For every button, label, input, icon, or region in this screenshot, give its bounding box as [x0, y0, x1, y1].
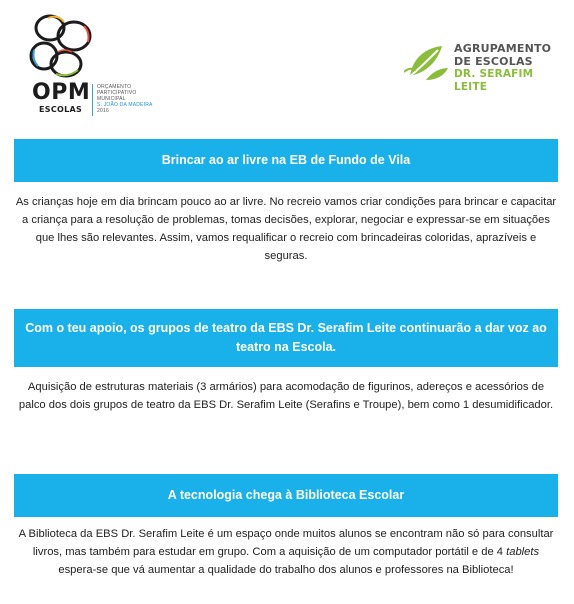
page-header [0, 0, 574, 130]
section-body [14, 525, 558, 579]
opm-info-line: MUNICIPAL [97, 96, 126, 102]
agrupamento-line: DR. SERAFIM LEITE [454, 68, 534, 93]
section-body: As crianças hoje em dia brincam pouco ao ar livre. No recreio vamos criar condições para brincar e capacitar a criança para a resolução de problemas, tomas decisões, explorar, negociar e expressar-se em situações que lhes são relevantes. Assim, vamos requalificar o recreio com brincadeiras coloridas, aprazíveis e seguras. [15, 196, 557, 262]
body-text: espera-se que vá aumentar a qualidade do trabalho dos alunos e professores na Biblioteca! [58, 564, 514, 576]
body-text: A Biblioteca da EBS Dr. Serafim Leite é um espaço onde muitos alunos se encontram não só para consultar livros, mas também para estudar em grupo. Com a aquisição de um computador portátil e de 4 [18, 528, 554, 558]
section-title: A tecnologia chega à Biblioteca Escolar [14, 474, 558, 517]
opm-info-line: ORÇAMENTO [97, 84, 132, 90]
agrupamento-text [454, 42, 564, 94]
opm-info-line: S. JOÃO DA MADEIRA [97, 102, 153, 108]
speech-bubbles-icon [28, 12, 98, 82]
section-title: Brincar ao ar livre na EB de Fundo de Vila [14, 139, 558, 182]
agrupamento-line: DE ESCOLAS [454, 55, 533, 68]
opm-wordmark: OPM [32, 80, 91, 105]
opm-subtitle: ESCOLAS [39, 105, 83, 114]
opm-info-text [97, 84, 153, 114]
opm-info-line: 2016 [97, 108, 109, 114]
agrupamento-line: AGRUPAMENTO [454, 42, 552, 55]
agrupamento-logo [404, 40, 564, 93]
section-title: Com o teu apoio, os grupos de teatro da EBS Dr. Serafim Leite continuarão a dar voz ao teatro na Escola. [14, 309, 558, 367]
section-body: Aquisição de estruturas materiais (3 armários) para acomodação de figurinos, adereços e acessórios de palco dos dois grupos de teatro da EBS Dr. Serafim Leite (Serafins e Troupe), bem como 1 desumidificador. [18, 381, 554, 411]
opm-divider [92, 84, 93, 116]
body-italic-text: tablets [506, 546, 540, 558]
opm-info-line: PARTICIPATIVO [97, 90, 137, 96]
leaf-icon [404, 42, 450, 82]
opm-escolas-logo [28, 12, 158, 122]
